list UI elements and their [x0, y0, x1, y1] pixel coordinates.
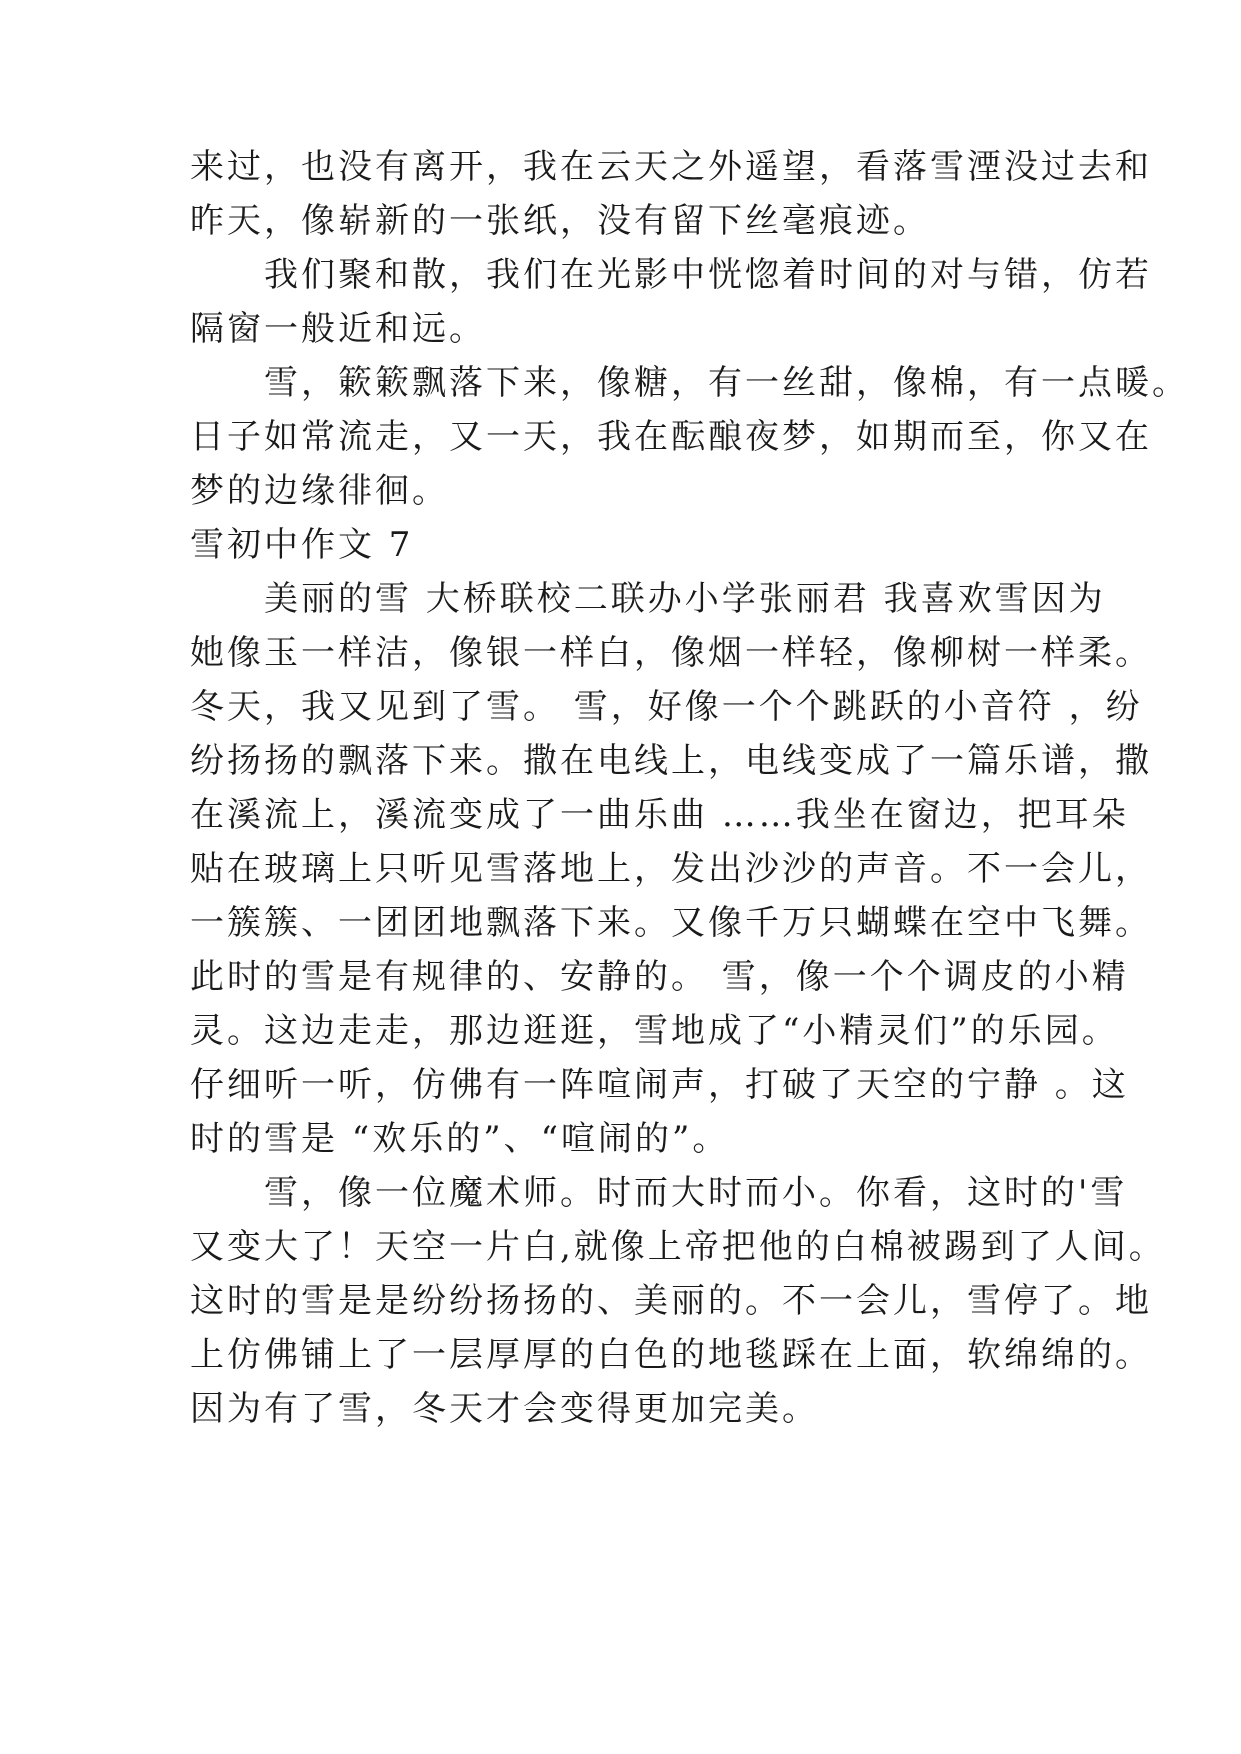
text-line: 雪，簌簌飘落下来，像糖，有一丝甜，像棉，有一点暖。 — [190, 363, 1189, 403]
text-line: 日子如常流走，又一天，我在酝酿夜梦，如期而至，你又在 — [190, 417, 1152, 457]
text-line: 我们聚和散，我们在光影中恍惚着时间的对与错，仿若 — [190, 255, 1152, 295]
text-line: 雪，像一位魔术师。时而大时而小。你看，这时的'雪 — [190, 1173, 1128, 1213]
text-line: 因为有了雪，冬天才会变得更加完美。 — [190, 1389, 819, 1429]
text-line: 美丽的雪 大桥联校二联办小学张丽君 我喜欢雪因为 — [190, 579, 1106, 619]
text-line: 仔细听一听，仿佛有一阵喧闹声，打破了天空的宁静 。这 — [190, 1065, 1129, 1105]
text-line: 时的雪是 “欢乐的”、“喧闹的”。 — [190, 1119, 730, 1159]
text-line: 她像玉一样洁，像银一样白，像烟一样轻，像柳树一样柔。 — [190, 633, 1152, 673]
text-line: 一簇簇、一团团地飘落下来。又像千万只蝴蝶在空中飞舞。 — [190, 903, 1152, 943]
text-line: 纷扬扬的飘落下来。撒在电线上，电线变成了一篇乐谱，撒 — [190, 741, 1152, 781]
text-line: 贴在玻璃上只听见雪落地上，发出沙沙的声音。不一会儿， — [190, 849, 1152, 889]
section-heading: 雪初中作文 7 — [190, 525, 414, 565]
text-line: 此时的雪是有规律的、安静的。 雪，像一个个调皮的小精 — [190, 957, 1129, 997]
text-line: 冬天，我又见到了雪。 雪，好像一个个跳跃的小音符 ，纷 — [190, 687, 1143, 727]
text-line: 上仿佛铺上了一层厚厚的白色的地毯踩在上面，软绵绵的。 — [190, 1335, 1152, 1375]
text-line: 梦的边缘徘徊。 — [190, 471, 449, 511]
text-line: 在溪流上，溪流变成了一曲乐曲 ……我坐在窗边，把耳朵 — [190, 795, 1129, 835]
text-line: 来过，也没有离开，我在云天之外遥望，看落雪湮没过去和 — [190, 147, 1152, 187]
text-line: 昨天，像崭新的一张纸，没有留下丝毫痕迹。 — [190, 201, 930, 241]
text-line: 灵。这边走走，那边逛逛，雪地成了“小精灵们”的乐园。 — [190, 1011, 1119, 1051]
text-line: 隔窗一般近和远。 — [190, 309, 486, 349]
text-line: 这时的雪是是纷纷扬扬的、美丽的。不一会儿，雪停了。地 — [190, 1281, 1152, 1321]
text-line: 又变大了！天空一片白,就像上帝把他的白棉被踢到了人间。 — [190, 1227, 1166, 1267]
